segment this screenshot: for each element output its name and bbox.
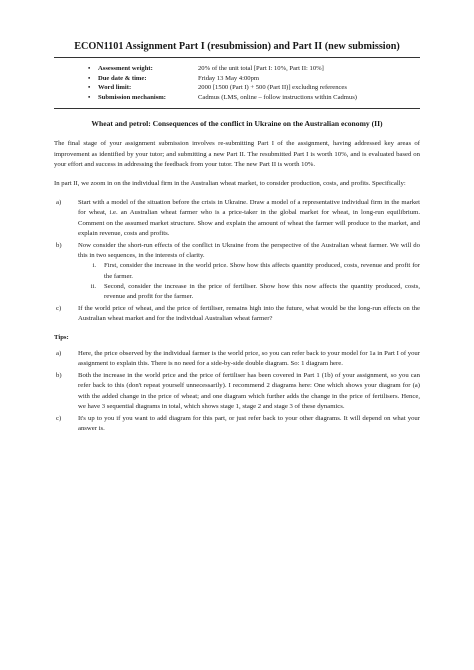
info-bullet: • xyxy=(88,65,91,72)
info-value: Cadmus (LMS, online – follow instructions within Cadmus) xyxy=(198,93,357,101)
info-label: Submission mechanism: xyxy=(98,93,166,101)
section-rule xyxy=(54,108,420,109)
page-title: ECON1101 Assignment Part I (resubmission) and Part II (new submission) xyxy=(74,41,400,52)
task-text: Now consider the short-run effects of the conflict in Ukraine from the perspective of the Australian wheat farmer. We will do this in two sequences, in the interests of clarity. xyxy=(78,242,420,260)
list-marker: b) xyxy=(56,242,62,249)
tips-list xyxy=(54,349,420,435)
list-marker: a) xyxy=(56,349,62,357)
subtask-text: First, consider the increase in the world price. Show how this affects quantity produced, costs, revenue and profit for the farmer. xyxy=(104,262,420,280)
task-item-b xyxy=(54,241,420,302)
part-two-paragraph: In part II, we zoom in on the individual firm in the Australian wheat market, to consider production, costs, and profits. Specifically: xyxy=(54,179,406,187)
task-list xyxy=(54,198,420,324)
task-item-a xyxy=(54,198,420,239)
list-marker: a) xyxy=(56,199,62,207)
subtask-item-ii xyxy=(78,282,420,302)
tips-heading-text: Tips xyxy=(54,333,67,341)
list-marker: c) xyxy=(56,415,62,423)
section-subtitle: Wheat and petrol: Consequences of the conflict in Ukraine on the Australian economy (II) xyxy=(91,119,383,129)
tips-heading: Tips: xyxy=(54,333,69,341)
tip-item-a xyxy=(54,349,420,369)
assignment-info-list xyxy=(88,64,420,102)
info-bullet: • xyxy=(88,93,91,101)
tip-text: Here, the price observed by the individual farmer is the world price, so you can refer back to your model for 1a in Part I of your assignment to explain this. There is no need for a side-by-side double diagram. So: 1 diagram here. xyxy=(78,349,420,368)
sublist-marker: i. xyxy=(92,262,96,270)
info-value: 20% of the unit total [Part I: 10%, Part II: 10%] xyxy=(198,65,324,72)
task-text: Start with a model of the situation before the crisis in Ukraine. Draw a model of a representative individual firm in the market for wheat, i.e. an Australian wheat farmer who is a price-taker in the global market for wheat, in long-run equilibrium. Comment on the assumed market structure. Show and explain the amount of wheat the farmer will produce to the market, and explain revenue, costs and profits. xyxy=(78,199,420,237)
info-item-submission xyxy=(88,93,420,103)
info-item-due xyxy=(88,74,420,84)
info-value: Friday 13 May 4:00pm xyxy=(198,74,259,82)
tip-item-b xyxy=(54,371,420,412)
tip-text: It's up to you if you want to add diagram for this part, or just refer back to your other diagrams. It will depend on what your answer is. xyxy=(78,415,420,433)
intro-paragraph: The final stage of your assignment submission involves re-submitting Part I of the assignment, having addressed key areas of improvement as identified by your tutor; and submitting a new Part II. The resubmitted Part I is worth 10%, and is evaluated based on your effort and success in addressing the feedback from your tutor. The new Part II is worth 10%. xyxy=(54,140,420,168)
tip-text: Both the increase in the world price and the price of fertiliser has been covered in Part 1 (1b) of your assignment, so you can refer back to this (don't repeat yourself unnecessarily). I recommend 2 diagrams here: One which shows your diagram for (a) with the added change in the price of wheat; and one diagram which further adds the change in the price of fertilisers. Hence, we have 3 sequential diagrams in total, which shows stage 1, stage 2 and stage 3 of these dynamics. xyxy=(78,372,420,410)
info-item-weight xyxy=(88,64,420,74)
info-bullet: • xyxy=(88,74,91,82)
info-label: Word limit: xyxy=(98,84,132,92)
tip-item-c xyxy=(54,414,420,434)
subtask-list xyxy=(78,261,420,302)
task-text: If the world price of wheat, and the price of fertiliser, remains high into the future, what would be the long-run effects on the Australian wheat market and for the individual Australian wheat farmer? xyxy=(78,305,420,323)
info-item-word-limit xyxy=(88,83,420,93)
info-bullet: • xyxy=(88,84,91,92)
list-marker: c) xyxy=(56,305,62,313)
task-body xyxy=(78,241,420,302)
title-rule xyxy=(54,57,420,58)
subtask-item-i xyxy=(78,261,420,281)
list-marker: b) xyxy=(56,372,62,380)
task-item-c xyxy=(54,304,420,324)
sublist-marker: ii. xyxy=(90,282,96,290)
subtask-text: Second, consider the increase in the price of fertiliser. Show how this now affects the quantity produced, costs, revenue and profit for the farmer. xyxy=(104,282,420,301)
info-value: 2000 [1500 (Part I) + 500 (Part II)] excluding references xyxy=(198,84,347,92)
info-label: Assessment weight: xyxy=(98,65,153,72)
info-label: Due date & time: xyxy=(98,74,147,82)
